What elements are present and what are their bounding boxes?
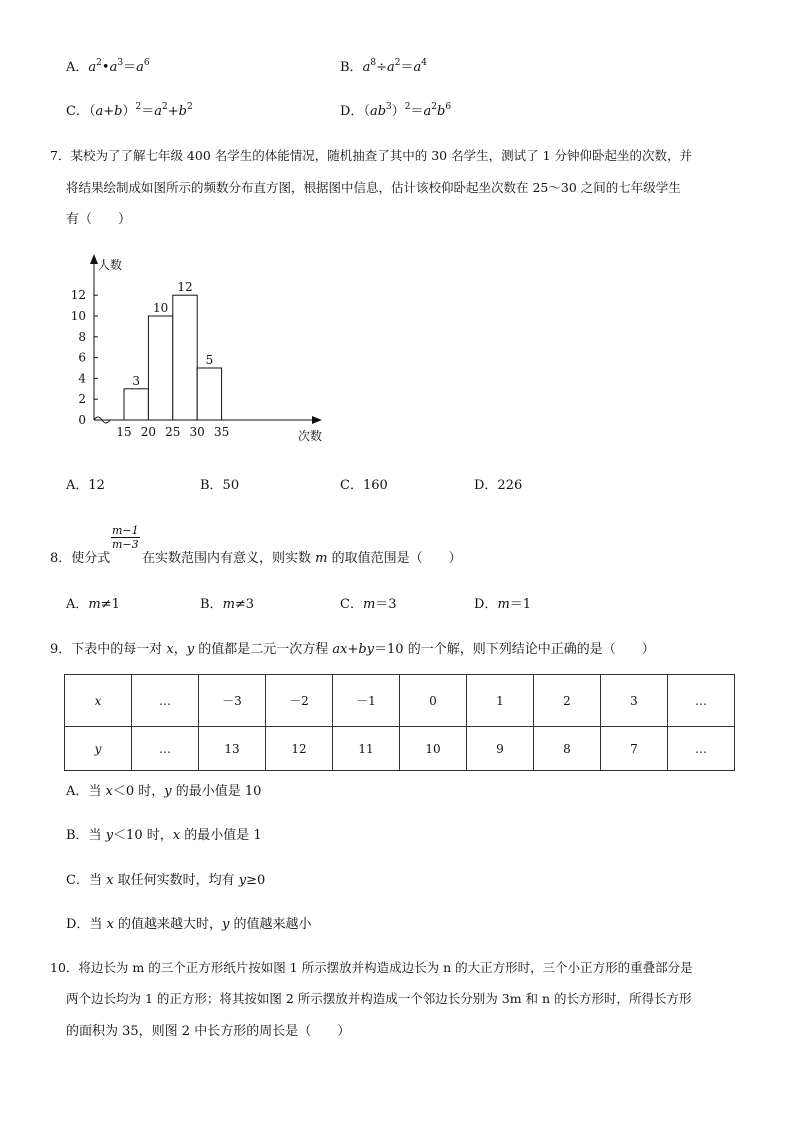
q9-stem: 9．下表中的每一对 x，y 的值都是二元一次方程 ax+by＝10 的一个解，则下列结论中正确的是（ ） (50, 642, 655, 657)
q7-option-d[interactable]: D．226 (474, 478, 523, 493)
table-cell: 2 (534, 675, 601, 727)
table-cell: 9 (467, 727, 534, 771)
y-axis-label: 人数 (98, 258, 123, 272)
x-tick-label: 15 (116, 425, 132, 439)
q6-option-a[interactable]: A．$a^2•a^3=a^6$ (66, 58, 150, 75)
q8-option-a[interactable]: A．m≠1 (66, 597, 120, 612)
y-tick-label: 2 (78, 392, 86, 407)
x-axis-arrow (312, 416, 322, 424)
x-axis-label: 次数 (298, 429, 323, 443)
bar-data-label: 5 (205, 353, 214, 367)
x-tick-label: 35 (213, 425, 230, 439)
table-row-x (65, 675, 735, 727)
table-cell: … (668, 675, 735, 727)
q7-stem-line3: 有（ ） (66, 212, 132, 227)
y-tick-label: 8 (78, 329, 86, 344)
y-axis-arrow (90, 254, 98, 264)
table-row-y (65, 727, 735, 771)
table-cell: 0 (400, 675, 467, 727)
q10-stem-line2: 两个边长均为 1 的正方形；将其按如图 2 所示摆放并构造成一个邻边长分别为 3m 和 n 的长方形时，所得长方形 (66, 991, 692, 1006)
bar-data-label: 12 (177, 280, 193, 295)
y-tick-label: 0 (78, 413, 86, 427)
table-cell: 11 (333, 727, 400, 771)
bar-data-label: 3 (132, 373, 141, 388)
table-cell: 13 (199, 727, 266, 771)
histogram-bar (148, 316, 172, 420)
q8-stem: 在实数范围内有意义，则实数 m 的取值范围是（ ） (142, 551, 462, 566)
q8-stem-prefix: 8．使分式 (50, 551, 111, 566)
table-cell: … (132, 727, 199, 771)
table-cell: y (65, 727, 132, 771)
y-tick-label: 4 (78, 371, 86, 386)
table-cell: … (132, 675, 199, 727)
table-cell: 7 (601, 727, 668, 771)
x-tick-label: 30 (189, 425, 205, 439)
q7-option-c[interactable]: C．160 (340, 478, 388, 493)
table-cell: 10 (400, 727, 467, 771)
q6-option-d[interactable]: D．$(ab^3)^2=a^2b^6$ (340, 102, 452, 119)
q10-stem-line3: 的面积为 35，则图 2 中长方形的周长是（ ） (66, 1024, 351, 1039)
x-tick-label: 25 (165, 425, 181, 439)
histogram-chart (60, 248, 350, 448)
q9-value-table (64, 674, 735, 771)
table-cell: －1 (333, 675, 400, 727)
q8-option-b[interactable]: B．m≠3 (200, 597, 255, 612)
table-cell: 1 (467, 675, 534, 727)
q7-option-b[interactable]: B．50 (200, 478, 240, 493)
q8-option-d[interactable]: D．m＝1 (474, 597, 532, 612)
q9-option-d[interactable]: D．当 x 的值越来越大时，y 的值越来越小 (66, 917, 312, 932)
q6-option-c[interactable]: C．$(a+b)^2=a^2+b^2$ (66, 102, 193, 119)
q10-stem-line1: 10．将边长为 m 的三个正方形纸片按如图 1 所示摆放并构造成边长为 n 的大正方形时，三个小正方形的重叠部分是 (50, 960, 693, 975)
table-cell: －3 (199, 675, 266, 727)
q8-fraction-denominator: m−3 (112, 538, 139, 551)
histogram-bar (124, 389, 148, 420)
x-tick-label: 20 (140, 425, 157, 439)
q9-option-a[interactable]: A．当 x＜0 时，y 的最小值是 10 (66, 784, 262, 799)
table-cell: … (668, 727, 735, 771)
q7-option-a[interactable]: A．12 (66, 478, 105, 493)
q6-option-b[interactable]: B．$a^8\div a^2=a^4$ (340, 58, 427, 75)
q9-option-c[interactable]: C．当 x 取任何实数时，均有 y≥0 (66, 873, 266, 888)
q7-stem-line2: 将结果绘制成如图所示的频数分布直方图，根据图中信息，估计该校仰卧起坐次数在 25～30 之间的七年级学生 (66, 180, 681, 195)
q8-fraction (111, 524, 140, 551)
table-cell: 8 (534, 727, 601, 771)
y-tick-label: 12 (70, 288, 86, 303)
q8-option-c[interactable]: C．m＝3 (340, 597, 397, 612)
table-cell: 3 (601, 675, 668, 727)
q9-option-b[interactable]: B．当 y＜10 时，x 的最小值是 1 (66, 828, 262, 843)
bar-data-label: 10 (152, 301, 169, 315)
q7-stem-line1: 7．某校为了了解七年级 400 名学生的体能情况，随机抽查了其中的 30 名学生，测试了 1 分钟仰卧起坐的次数，并 (50, 148, 693, 163)
histogram-bar (173, 295, 197, 420)
y-tick-label: 10 (70, 309, 86, 323)
table-cell: －2 (266, 675, 333, 727)
y-tick-label: 6 (78, 350, 86, 365)
q8-fraction-numerator: m−1 (112, 524, 139, 537)
table-cell: 12 (266, 727, 333, 771)
histogram-bar (197, 368, 221, 420)
table-cell: x (65, 675, 132, 727)
